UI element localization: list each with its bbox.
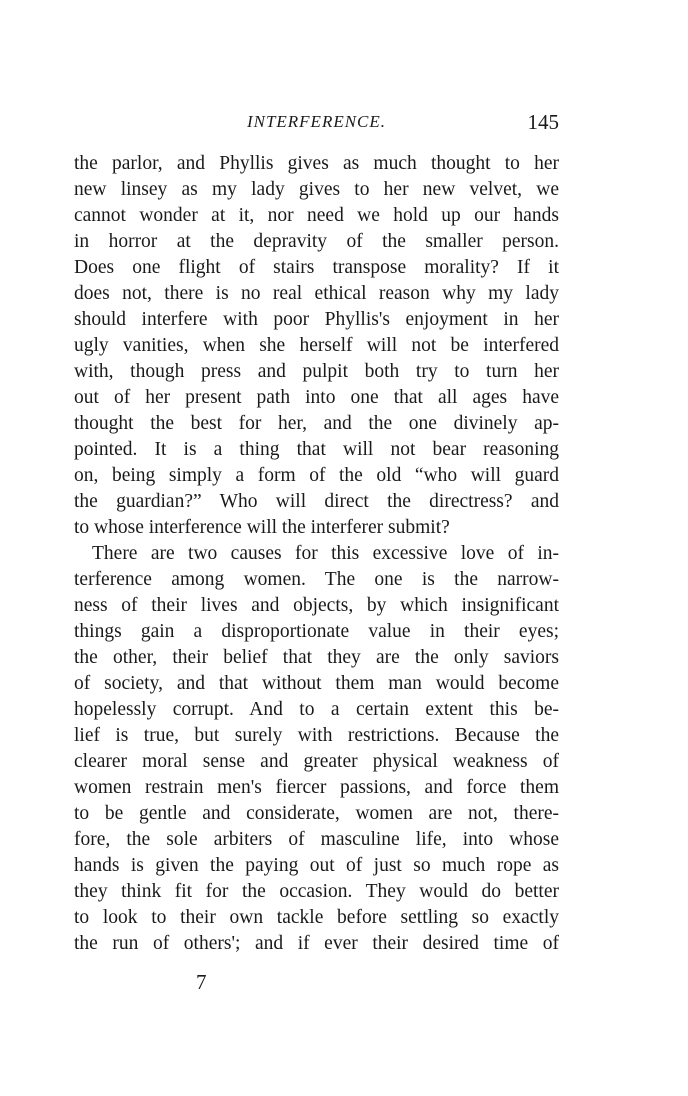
text-line: ness of their lives and objects, by which insignificant (74, 595, 559, 616)
text-line: the other, their belief that they are the only saviors (74, 647, 559, 668)
text-line: hopelessly corrupt. And to a certain extent this be- (74, 699, 559, 720)
text-line: hands is given the paying out of just so much rope as (74, 855, 559, 876)
running-head (74, 108, 559, 136)
page-number: 145 (527, 110, 559, 134)
text-line: should interfere with poor Phyllis's enjoyment in her (74, 309, 559, 330)
text-line: out of her present path into one that all ages have (74, 387, 559, 408)
running-title: INTERFERENCE. (246, 112, 387, 131)
text-line: There are two causes for this excessive love of in- (92, 543, 559, 564)
text-line: the run of others'; and if ever their desired time of (74, 933, 559, 954)
text-line: lief is true, but surely with restrictions. Because the (74, 725, 559, 746)
signature-mark: 7 (196, 970, 207, 994)
text-line: Does one flight of stairs transpose morality? If it (74, 257, 559, 278)
text-line: new linsey as my lady gives to her new velvet, we (74, 179, 559, 200)
text-line: pointed. It is a thing that will not bear reasoning (74, 439, 559, 460)
text-line: things gain a disproportionate value in their eyes; (74, 621, 559, 642)
text-line: ugly vanities, when she herself will not be interfered (74, 335, 559, 356)
text-line: cannot wonder at it, nor need we hold up our hands (74, 205, 559, 226)
text-line: to be gentle and considerate, women are not, there- (74, 803, 559, 824)
text-line: women restrain men's fiercer passions, and force them (74, 777, 559, 798)
text-line: they think fit for the occasion. They would do better (74, 881, 559, 902)
body-text (74, 151, 559, 957)
text-line: with, though press and pulpit both try to turn her (74, 361, 559, 382)
text-line: fore, the sole arbiters of masculine life, into whose (74, 829, 559, 850)
text-line: to whose interference will the interferer submit? (74, 517, 450, 538)
text-line: on, being simply a form of the old “who will guard (74, 465, 559, 486)
text-line: in horror at the depravity of the smaller person. (74, 231, 559, 252)
text-line: the parlor, and Phyllis gives as much thought to her (74, 153, 559, 174)
text-line: terference among women. The one is the narrow- (74, 569, 559, 590)
text-line: does not, there is no real ethical reason why my lady (74, 283, 559, 304)
text-line: clearer moral sense and greater physical weakness of (74, 751, 559, 772)
text-line: to look to their own tackle before settling so exactly (74, 907, 559, 928)
text-line: of society, and that without them man would become (74, 673, 559, 694)
text-line: the guardian?” Who will direct the directress? and (74, 491, 559, 512)
text-line: thought the best for her, and the one divinely ap- (74, 413, 559, 434)
